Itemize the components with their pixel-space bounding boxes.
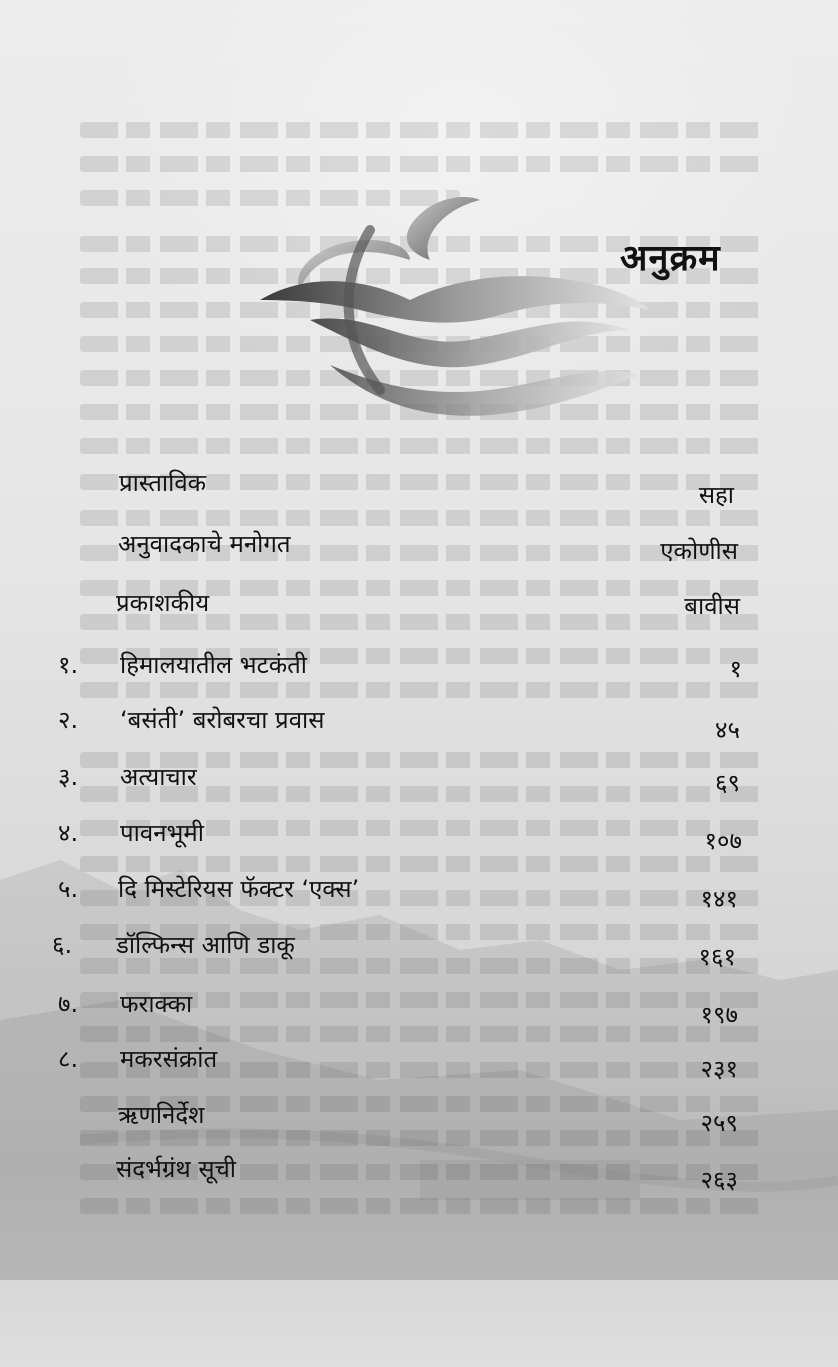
toc-entry-title: अनुवादकाचे मनोगत — [118, 530, 291, 558]
bleed-through-line — [80, 682, 760, 698]
decorative-swirl-ornament — [250, 190, 650, 430]
toc-entry-page: ४५ — [715, 716, 740, 744]
toc-entry-number: ८. — [58, 1045, 79, 1073]
toc-entry-title: फराक्का — [120, 990, 193, 1018]
toc-entry-number: १. — [58, 651, 79, 679]
toc-entry-page: २५९ — [700, 1109, 738, 1137]
toc-entry-page: सहा — [698, 481, 734, 509]
toc-entry-page: ६९ — [715, 769, 740, 797]
toc-entry-title: ‘बसंती’ बरोबरचा प्रवास — [120, 706, 325, 734]
toc-entry-title: हिमालयातील भटकंती — [120, 651, 308, 679]
toc-entry-number: ४. — [58, 819, 79, 847]
toc-entry-page: १६१ — [698, 943, 736, 971]
toc-entry-page: १ — [729, 655, 742, 683]
toc-entry-page: १०७ — [704, 827, 742, 855]
toc-entry-page: बावीस — [684, 592, 740, 620]
bleed-through-line — [80, 156, 760, 172]
toc-entry-number: ६. — [52, 931, 73, 959]
page-title: अनुक्रम — [620, 238, 721, 279]
toc-entry-title: प्रास्ताविक — [119, 469, 207, 497]
toc-entry-title: डॉल्फिन्स आणि डाकू — [116, 931, 295, 959]
toc-entry-title: प्रकाशकीय — [116, 589, 210, 617]
bleed-through-line — [80, 438, 760, 454]
toc-entry-number: ५. — [58, 875, 79, 903]
toc-entry-title: ऋणनिर्देश — [118, 1101, 205, 1129]
toc-entry-title: अत्याचार — [120, 763, 197, 791]
toc-entry-page: १४१ — [700, 885, 738, 913]
toc-entry-title: पावनभूमी — [120, 819, 204, 847]
toc-entry-page: एकोणीस — [660, 537, 738, 565]
toc-entry-title: दि मिस्टेरियस फॅक्टर ‘एक्स’ — [118, 875, 360, 903]
toc-entry-page: १९७ — [700, 1001, 738, 1029]
toc-entry-title: मकरसंक्रांत — [120, 1045, 218, 1073]
toc-entry-number: ७. — [58, 990, 79, 1018]
toc-entry-number: २. — [58, 706, 79, 734]
bleed-through-line — [80, 510, 760, 526]
toc-entry-number: ३. — [58, 763, 79, 791]
toc-entry-page: २३१ — [700, 1055, 738, 1083]
toc-entry-page: २६३ — [700, 1166, 738, 1194]
bleed-through-line — [80, 122, 760, 138]
toc-entry-title: संदर्भग्रंथ सूची — [116, 1155, 237, 1183]
